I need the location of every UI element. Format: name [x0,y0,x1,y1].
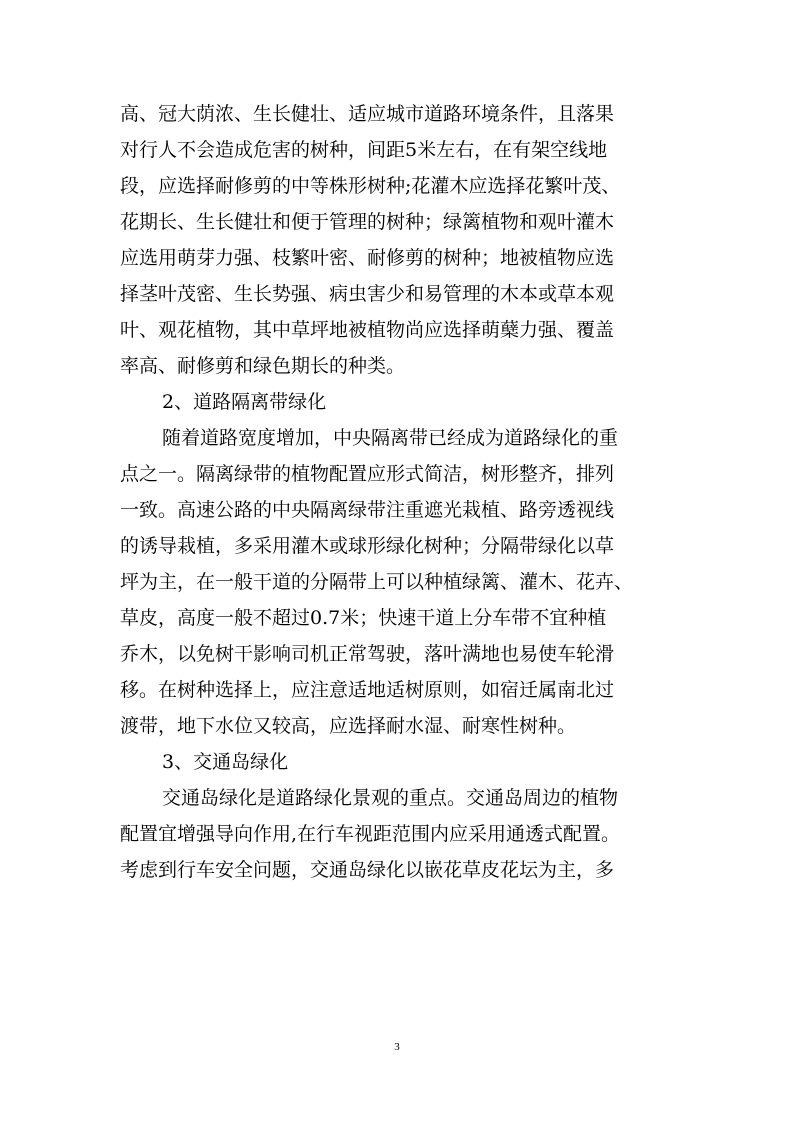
paragraph-line: 率高、耐修剪和绿色期长的种类。 [120,355,406,377]
paragraph-line: 坪为主，在一般干道的分隔带上可以种植绿篱、灌木、花卉、 [120,571,634,593]
paragraph-line: 配置宜增强导向作用,在行车视距范围内应采用通透式配置。 [120,823,621,845]
paragraph-line: 一致。高速公路的中央隔离绿带注重遮光栽植、路旁透视线 [120,499,615,521]
body-text [120,96,680,888]
paragraph-line: 交通岛绿化是道路绿化景观的重点。交通岛周边的植物 [162,787,619,809]
paragraph-line: 渡带，地下水位又较高，应选择耐水湿、耐寒性树种。 [120,715,577,737]
section-heading-traffic-island: 3、交通岛绿化 [162,751,289,773]
paragraph-median-greening [120,420,680,744]
paragraph-line: 移。在树种选择上，应注意适地适树原则，如宿迁属南北过 [120,679,615,701]
paragraph-line: 应选用萌芽力强、枝繁叶密、耐修剪的树种；地被植物应选 [120,247,615,269]
paragraph-line: 乔木，以免树干影响司机正常驾驶，落叶满地也易使车轮滑 [120,643,615,665]
paragraph-line: 点之一。隔离绿带的植物配置应形式简洁，树形整齐，排列 [120,463,615,485]
paragraph-line: 草皮，高度一般不超过0.7米；快速干道上分车带不宜种植 [120,607,607,629]
paragraph-line: 考虑到行车安全问题，交通岛绿化以嵌花草皮花坛为主，多 [120,859,615,881]
paragraph-tree-selection [120,96,680,384]
paragraph-line: 对行人不会造成危害的树种，间距5米左右，在有架空线地 [120,139,608,161]
paragraph-line: 的诱导栽植，多采用灌木或球形绿化树种；分隔带绿化以草 [120,535,615,557]
paragraph-line: 随着道路宽度增加，中央隔离带已经成为道路绿化的重 [162,427,619,449]
paragraph-line: 择茎叶茂密、生长势强、病虫害少和易管理的木本或草本观 [120,283,615,305]
paragraph-line: 高、冠大荫浓、生长健壮、适应城市道路环境条件，且落果 [120,103,615,125]
paragraph-line: 叶、观花植物，其中草坪地被植物尚应选择萌蘖力强、覆盖 [120,319,615,341]
page-number: 3 [394,1041,400,1053]
paragraph-traffic-island [120,780,680,888]
paragraph-line: 段，应选择耐修剪的中等株形树种;花灌木应选择花繁叶茂、 [120,175,621,197]
paragraph-line: 花期长、生长健壮和便于管理的树种；绿篱植物和观叶灌木 [120,211,615,233]
section-heading-median-greening: 2、道路隔离带绿化 [162,391,327,413]
